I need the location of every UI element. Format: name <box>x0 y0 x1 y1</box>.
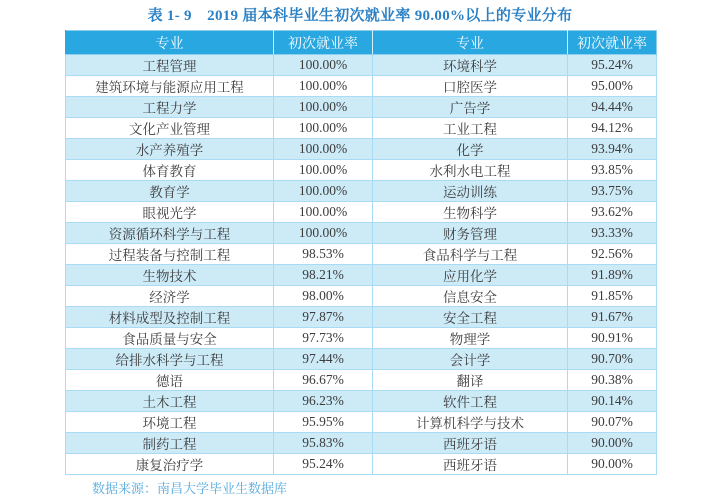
rate-cell-left: 100.00% <box>274 97 373 118</box>
rate-cell-left: 98.21% <box>274 265 373 286</box>
rate-cell-left: 96.23% <box>274 391 373 412</box>
rate-cell-right: 91.85% <box>568 286 657 307</box>
table-row <box>66 391 657 412</box>
major-cell-left: 水产养殖学 <box>66 139 274 160</box>
rate-cell-right: 92.56% <box>568 244 657 265</box>
major-cell-right: 生物科学 <box>373 202 568 223</box>
rate-cell-right: 93.62% <box>568 202 657 223</box>
table-row <box>66 97 657 118</box>
table-row <box>66 412 657 433</box>
rate-cell-right: 90.70% <box>568 349 657 370</box>
major-cell-left: 生物技术 <box>66 265 274 286</box>
major-cell-right: 环境科学 <box>373 55 568 76</box>
major-cell-right: 水利水电工程 <box>373 160 568 181</box>
rate-cell-left: 100.00% <box>274 118 373 139</box>
major-cell-right: 广告学 <box>373 97 568 118</box>
major-cell-left: 土木工程 <box>66 391 274 412</box>
employment-rate-table <box>65 30 657 475</box>
rate-cell-right: 95.00% <box>568 76 657 97</box>
rate-cell-right: 94.44% <box>568 97 657 118</box>
rate-cell-right: 93.33% <box>568 223 657 244</box>
rate-cell-left: 95.95% <box>274 412 373 433</box>
rate-cell-right: 91.89% <box>568 265 657 286</box>
table-row <box>66 55 657 76</box>
major-cell-right: 食品科学与工程 <box>373 244 568 265</box>
table-body <box>66 55 657 475</box>
table-row <box>66 160 657 181</box>
rate-cell-right: 90.38% <box>568 370 657 391</box>
major-cell-right: 西班牙语 <box>373 433 568 454</box>
table-row <box>66 139 657 160</box>
rate-cell-left: 100.00% <box>274 55 373 76</box>
table-row <box>66 286 657 307</box>
table-row <box>66 349 657 370</box>
major-cell-right: 信息安全 <box>373 286 568 307</box>
table-row <box>66 181 657 202</box>
major-cell-right: 工业工程 <box>373 118 568 139</box>
rate-cell-left: 98.53% <box>274 244 373 265</box>
table-row <box>66 223 657 244</box>
table-title: 表 1- 9 2019 届本科毕业生初次就业率 90.00%以上的专业分布 <box>147 8 573 24</box>
major-cell-left: 文化产业管理 <box>66 118 274 139</box>
major-cell-left: 康复治疗学 <box>66 454 274 475</box>
rate-cell-right: 90.91% <box>568 328 657 349</box>
rate-cell-right: 90.00% <box>568 433 657 454</box>
col-header-major-left: 专业 <box>66 31 274 55</box>
rate-cell-left: 96.67% <box>274 370 373 391</box>
rate-cell-left: 98.00% <box>274 286 373 307</box>
col-header-rate-left: 初次就业率 <box>274 31 373 55</box>
rate-cell-left: 97.44% <box>274 349 373 370</box>
major-cell-right: 计算机科学与技术 <box>373 412 568 433</box>
major-cell-right: 财务管理 <box>373 223 568 244</box>
major-cell-left: 工程力学 <box>66 97 274 118</box>
major-cell-right: 口腔医学 <box>373 76 568 97</box>
major-cell-left: 体育教育 <box>66 160 274 181</box>
rate-cell-right: 90.14% <box>568 391 657 412</box>
major-cell-left: 制药工程 <box>66 433 274 454</box>
rate-cell-left: 95.83% <box>274 433 373 454</box>
major-cell-left: 眼视光学 <box>66 202 274 223</box>
major-cell-left: 给排水科学与工程 <box>66 349 274 370</box>
table-row <box>66 370 657 391</box>
rate-cell-right: 93.85% <box>568 160 657 181</box>
rate-cell-left: 100.00% <box>274 76 373 97</box>
rate-cell-left: 97.87% <box>274 307 373 328</box>
table-row <box>66 244 657 265</box>
major-cell-right: 翻译 <box>373 370 568 391</box>
major-cell-right: 运动训练 <box>373 181 568 202</box>
major-cell-left: 教育学 <box>66 181 274 202</box>
rate-cell-right: 93.75% <box>568 181 657 202</box>
table-row <box>66 433 657 454</box>
major-cell-left: 环境工程 <box>66 412 274 433</box>
col-header-major-right: 专业 <box>373 31 568 55</box>
major-cell-right: 西班牙语 <box>373 454 568 475</box>
rate-cell-right: 95.24% <box>568 55 657 76</box>
rate-cell-left: 95.24% <box>274 454 373 475</box>
rate-cell-right: 91.67% <box>568 307 657 328</box>
table-row <box>66 202 657 223</box>
major-cell-left: 过程装备与控制工程 <box>66 244 274 265</box>
major-cell-right: 安全工程 <box>373 307 568 328</box>
rate-cell-left: 97.73% <box>274 328 373 349</box>
major-cell-left: 食品质量与安全 <box>66 328 274 349</box>
major-cell-right: 会计学 <box>373 349 568 370</box>
major-cell-right: 化学 <box>373 139 568 160</box>
major-cell-right: 应用化学 <box>373 265 568 286</box>
col-header-rate-right: 初次就业率 <box>568 31 657 55</box>
major-cell-right: 软件工程 <box>373 391 568 412</box>
major-cell-right: 物理学 <box>373 328 568 349</box>
rate-cell-right: 94.12% <box>568 118 657 139</box>
table-row <box>66 118 657 139</box>
major-cell-left: 工程管理 <box>66 55 274 76</box>
major-cell-left: 经济学 <box>66 286 274 307</box>
table-row <box>66 454 657 475</box>
header-row <box>66 31 657 55</box>
rate-cell-left: 100.00% <box>274 202 373 223</box>
table-header <box>66 31 657 55</box>
major-cell-left: 资源循环科学与工程 <box>66 223 274 244</box>
rate-cell-right: 90.07% <box>568 412 657 433</box>
table-row <box>66 76 657 97</box>
data-source-note: 数据来源：南昌大学毕业生数据库 <box>92 481 288 496</box>
rate-cell-left: 100.00% <box>274 139 373 160</box>
rate-cell-left: 100.00% <box>274 181 373 202</box>
rate-cell-right: 90.00% <box>568 454 657 475</box>
rate-cell-right: 93.94% <box>568 139 657 160</box>
rate-cell-left: 100.00% <box>274 160 373 181</box>
table-row <box>66 328 657 349</box>
major-cell-left: 材料成型及控制工程 <box>66 307 274 328</box>
major-cell-left: 德语 <box>66 370 274 391</box>
rate-cell-left: 100.00% <box>274 223 373 244</box>
table-row <box>66 307 657 328</box>
major-cell-left: 建筑环境与能源应用工程 <box>66 76 274 97</box>
table-row <box>66 265 657 286</box>
